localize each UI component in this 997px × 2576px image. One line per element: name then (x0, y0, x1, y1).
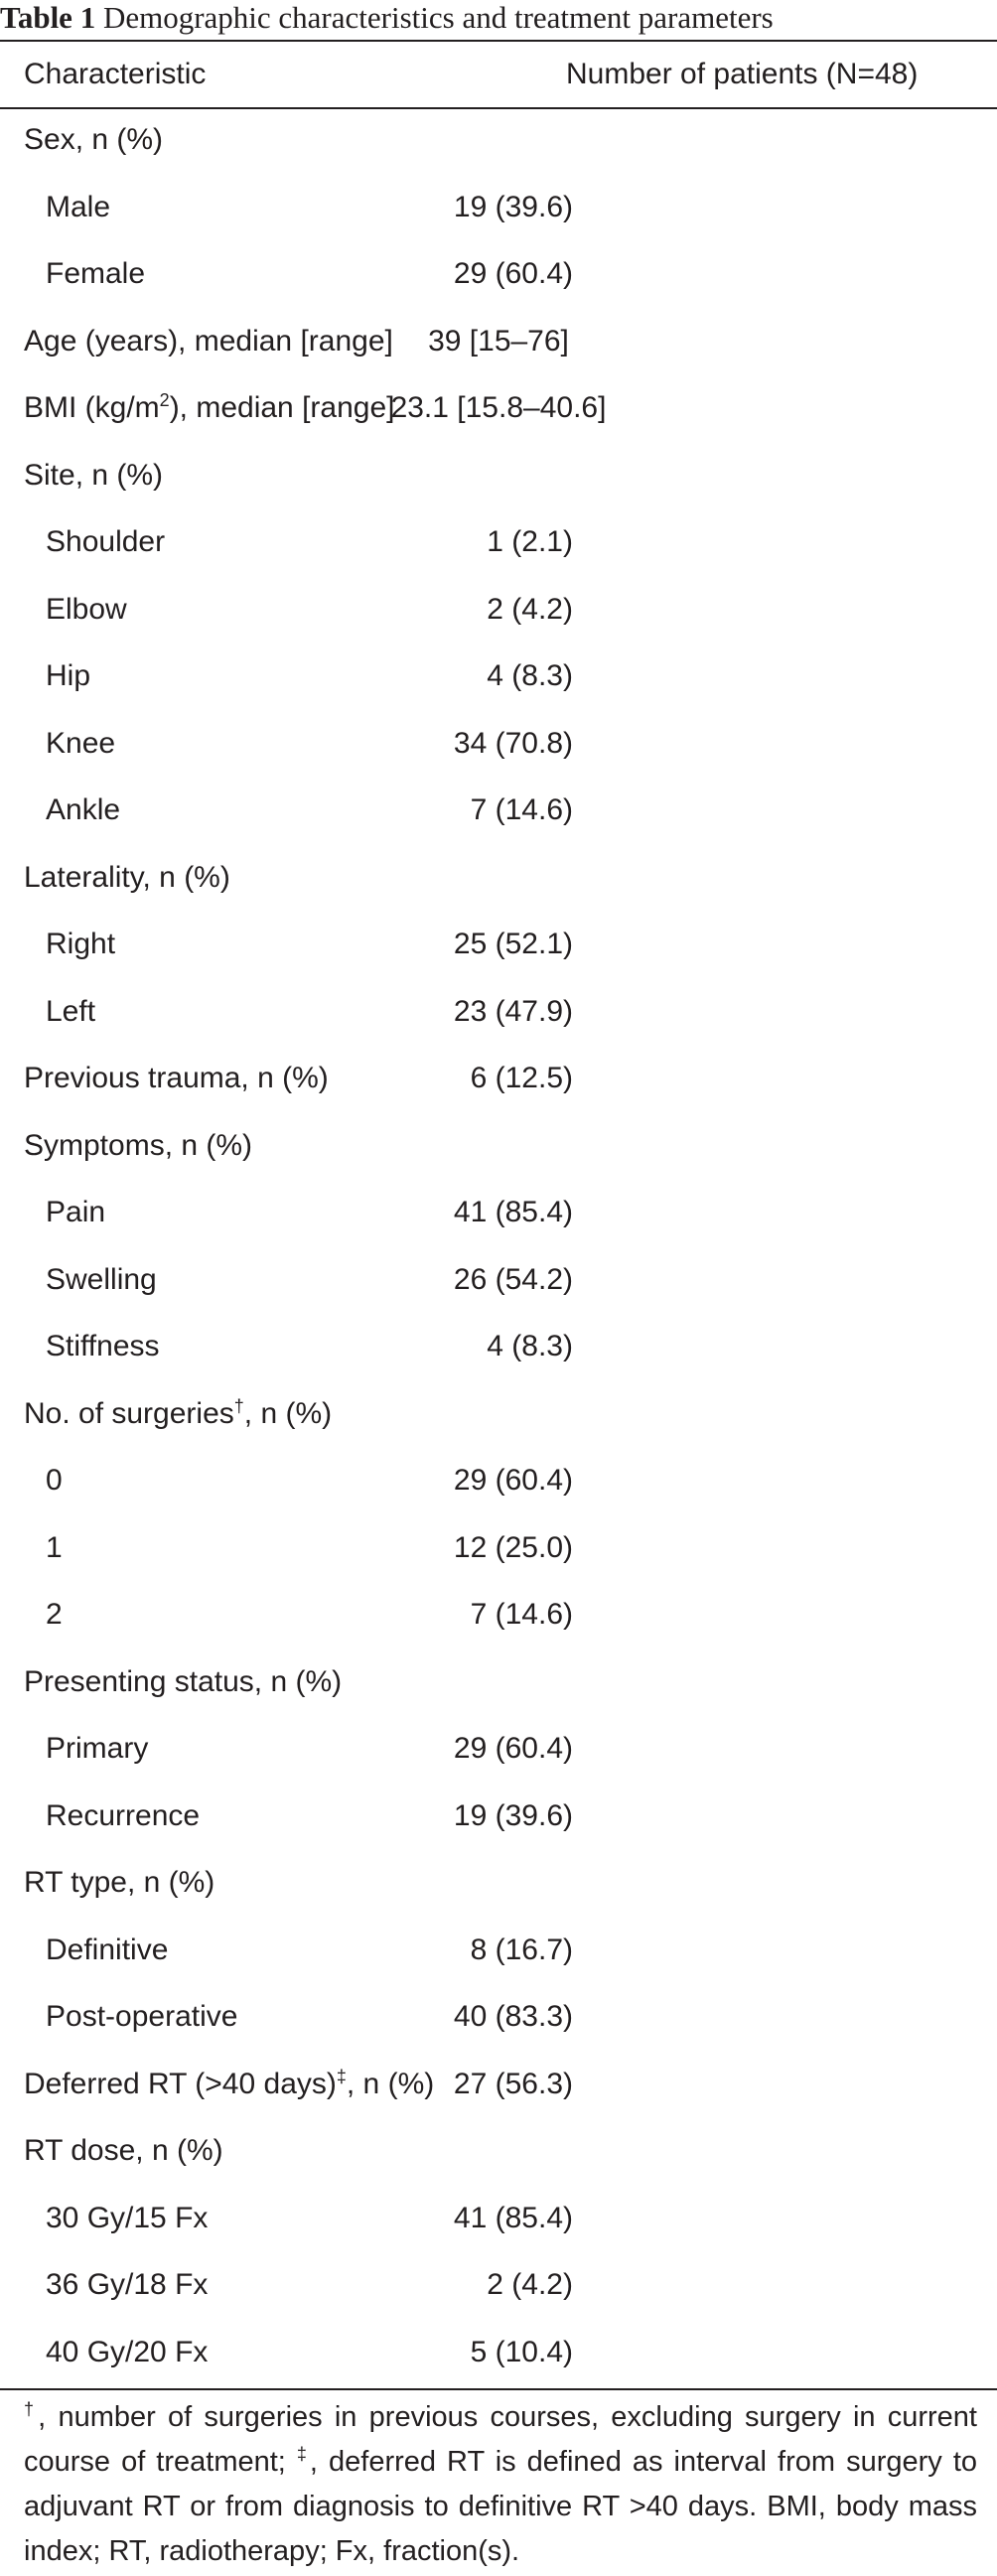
row-value-cell (0, 1196, 997, 1229)
row-label: Definitive (46, 1932, 169, 1966)
table-row (0, 1786, 997, 1853)
row-value: 4 (8.3) (487, 659, 573, 692)
table-row (0, 1718, 997, 1786)
row-value: 29 (60.4) (453, 1464, 573, 1497)
row-value: 25 (52.1) (453, 928, 573, 960)
table-row (0, 377, 997, 445)
row-value: 7 (14.6) (470, 793, 573, 826)
row-label-superscript: † (233, 1395, 244, 1416)
row-label: Swelling (46, 1262, 157, 1296)
row-value-cell (0, 659, 997, 693)
table-body (0, 109, 997, 2388)
row-value: 29 (60.4) (453, 257, 573, 290)
row-label: Site, n (%) (24, 458, 164, 492)
row-value: 39 [15–76] (428, 324, 569, 358)
row-value-cell (0, 1464, 997, 1498)
table-row (0, 1182, 997, 1249)
table-row (0, 1115, 997, 1183)
table-number: Table 1 (0, 0, 96, 35)
row-value: 34 (70.8) (453, 726, 573, 760)
row-value-cell (0, 1062, 997, 1095)
row-label-text: ), median [range] (169, 391, 395, 424)
table-caption (0, 0, 997, 40)
row-label-superscript: ‡ (336, 2066, 347, 2086)
bottom-rule (0, 2388, 997, 2390)
footnote-double-dagger: ‡ (296, 2444, 310, 2464)
row-value-cell (0, 861, 997, 895)
table-row (0, 847, 997, 915)
row-label-text: BMI (kg/m (24, 391, 160, 424)
row-value-cell (0, 593, 997, 627)
row-label: Shoulder (46, 525, 166, 558)
table-row (0, 2254, 997, 2322)
table-row (0, 579, 997, 646)
table-row (0, 1048, 997, 1115)
row-label: Presenting status, n (%) (24, 1664, 343, 1698)
row-value-cell (0, 1933, 997, 1967)
row-value: 19 (39.6) (453, 190, 573, 223)
table-row (0, 1383, 997, 1451)
table-header (0, 42, 997, 109)
row-value-cell (0, 391, 997, 425)
row-label-text: , n (%) (243, 1396, 333, 1430)
row-label: 2 (46, 1598, 63, 1631)
row-value-cell (0, 793, 997, 827)
row-value-cell (0, 191, 997, 224)
row-value: 7 (14.6) (470, 1598, 573, 1631)
row-value-cell (0, 1866, 997, 1900)
table-row (0, 645, 997, 713)
row-value-cell (0, 1665, 997, 1699)
row-label-text: Deferred RT (>40 days) (24, 2067, 337, 2100)
table-row (0, 1316, 997, 1383)
row-value: 1 (2.1) (487, 525, 573, 558)
row-value-cell (0, 1732, 997, 1766)
row-label: Hip (46, 659, 91, 692)
table-row (0, 981, 997, 1049)
header-characteristic: Characteristic (24, 58, 207, 90)
table-row (0, 2120, 997, 2188)
table-row (0, 1517, 997, 1585)
row-label: 1 (46, 1530, 63, 1564)
table-row (0, 1450, 997, 1517)
row-value: 2 (4.2) (487, 2268, 573, 2301)
row-value-cell (0, 1598, 997, 1632)
table-row (0, 445, 997, 512)
table-row (0, 311, 997, 378)
table-title: Demographic characteristics and treatment parameters (102, 0, 774, 35)
row-value-cell (0, 2000, 997, 2034)
row-label: Sex, n (%) (24, 123, 164, 156)
row-label: Male (46, 190, 111, 223)
row-label: 36 Gy/18 Fx (46, 2268, 209, 2301)
table-row (0, 1584, 997, 1651)
row-value-cell (0, 2336, 997, 2369)
row-label: Stiffness (46, 1330, 160, 1362)
table-row (0, 2054, 997, 2121)
table-row (0, 1651, 997, 1719)
table-row (0, 2322, 997, 2389)
row-label: Right (46, 928, 116, 960)
footnote-text-1: , number of surgeries in previous courses, excluding surgery in current course of treatment; (24, 2401, 977, 2478)
row-label: Left (46, 994, 96, 1028)
row-label: Female (46, 257, 146, 290)
row-value-cell (0, 525, 997, 559)
table-row (0, 914, 997, 981)
row-label-superscript: 2 (159, 390, 170, 410)
row-label: RT type, n (%) (24, 1866, 215, 1899)
row-value-cell (0, 928, 997, 961)
footnote-dagger: † (24, 2399, 39, 2419)
row-value: 8 (16.7) (470, 1932, 573, 1966)
row-value-cell (0, 2268, 997, 2302)
row-label: Post-operative (46, 2000, 238, 2033)
table-row (0, 243, 997, 311)
table-row (0, 109, 997, 177)
row-value: 6 (12.5) (470, 1062, 573, 1094)
row-value-cell (0, 1330, 997, 1363)
row-value-cell (0, 995, 997, 1029)
row-value: 40 (83.3) (453, 2000, 573, 2033)
row-value: 4 (8.3) (487, 1330, 573, 1362)
row-label: Laterality, n (%) (24, 860, 230, 894)
row-value-cell (0, 257, 997, 291)
table-row (0, 1986, 997, 2054)
row-value: 41 (85.4) (453, 2201, 573, 2234)
row-label: Age (years), median [range] (24, 324, 393, 358)
row-label-text: , n (%) (346, 2067, 435, 2100)
row-label: Symptoms, n (%) (24, 1128, 253, 1162)
row-value: 23 (47.9) (453, 994, 573, 1028)
row-value: 19 (39.6) (453, 1798, 573, 1832)
row-value-cell (0, 727, 997, 761)
row-value: 41 (85.4) (453, 1196, 573, 1228)
row-label: Elbow (46, 592, 127, 626)
row-label: Previous trauma, n (%) (24, 1062, 329, 1094)
row-value-cell (0, 1129, 997, 1163)
row-value: 23.1 [15.8–40.6] (390, 391, 607, 424)
row-label: RT dose, n (%) (24, 2134, 223, 2167)
row-value: 26 (54.2) (453, 1262, 573, 1296)
row-value: 2 (4.2) (487, 592, 573, 626)
table-row (0, 780, 997, 847)
row-value-cell (0, 459, 997, 493)
row-value-cell (0, 1799, 997, 1833)
footnote-text-2: , deferred RT is defined as interval from surgery to adjuvant RT or from diagnosis to definitive RT >40 days. BMI, body mass index; RT, radiotherapy; Fx, fraction(s). (24, 2446, 978, 2567)
row-value-cell (0, 325, 997, 358)
table-row (0, 1249, 997, 1317)
row-label: Recurrence (46, 1798, 201, 1832)
row-label: Knee (46, 726, 116, 760)
table-footnote (24, 2395, 977, 2574)
table-row (0, 511, 997, 579)
row-value-cell (0, 1531, 997, 1565)
row-label: Ankle (46, 793, 121, 826)
row-value: 27 (56.3) (453, 2067, 573, 2100)
row-label: 30 Gy/15 Fx (46, 2201, 209, 2234)
row-value-cell (0, 1263, 997, 1297)
row-value-cell (0, 123, 997, 157)
row-label: 0 (46, 1464, 63, 1497)
row-value-cell (0, 2202, 997, 2235)
row-value-cell (0, 1397, 997, 1431)
table-row (0, 713, 997, 781)
row-value: 12 (25.0) (453, 1530, 573, 1564)
row-value: 29 (60.4) (453, 1732, 573, 1765)
row-value-cell (0, 2134, 997, 2168)
row-label: Pain (46, 1196, 106, 1228)
table-row (0, 2188, 997, 2255)
row-label: 40 Gy/20 Fx (46, 2335, 209, 2368)
row-value-cell (0, 2068, 997, 2101)
header-patients: Number of patients (N=48) (566, 58, 919, 90)
table-row (0, 177, 997, 244)
row-value: 5 (10.4) (470, 2335, 573, 2368)
row-label: Primary (46, 1732, 149, 1765)
table-row (0, 1852, 997, 1920)
row-label-text: No. of surgeries (24, 1396, 234, 1430)
table-row (0, 1920, 997, 1987)
